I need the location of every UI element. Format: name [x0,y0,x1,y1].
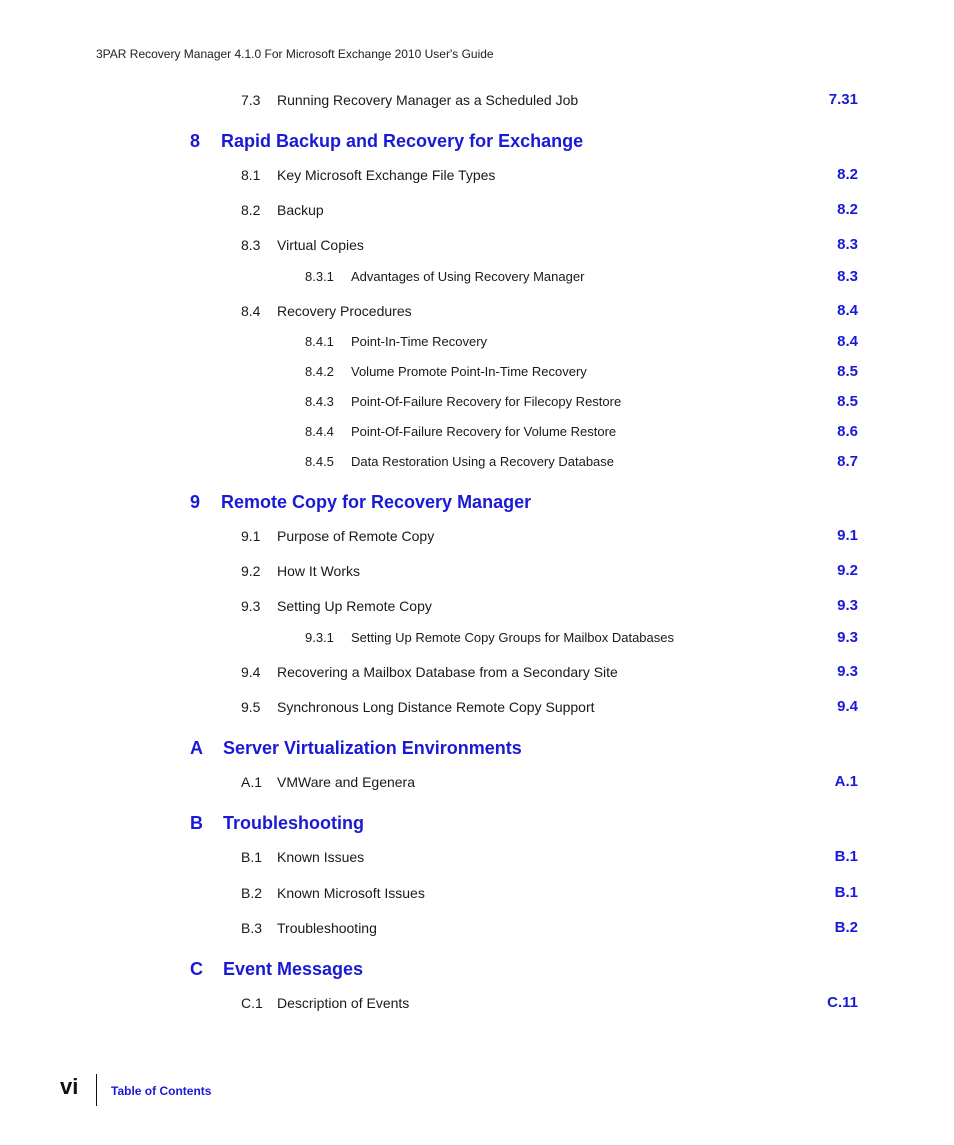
toc-chapter-entry[interactable] [0,737,954,759]
toc-entry[interactable] [0,199,954,221]
toc-entry[interactable] [0,846,954,868]
entry-number: 8.4.5 [305,454,334,469]
entry-title: Volume Promote Point-In-Time Recovery [351,364,587,379]
entry-page: 8.7 [837,453,858,470]
toc-chapter-entry[interactable] [0,958,954,980]
entry-title: Remote Copy for Recovery Manager [221,492,532,512]
entry-number: B.3 [241,920,263,936]
entry-number: 7.3 [241,92,261,108]
entry-number: 8 [190,131,201,151]
toc-entry[interactable] [0,89,954,111]
entry-number: B [190,813,203,833]
toc-entry[interactable] [0,771,954,793]
entry-title: Recovering a Mailbox Database from a Secondary Site [277,664,618,680]
page-number: vi [60,1074,79,1099]
entry-number: A [190,738,203,758]
entry-number: 9.5 [241,699,261,715]
toc-chapter-entry[interactable] [0,491,954,513]
footer-divider [96,1074,97,1106]
entry-title: Event Messages [223,959,364,979]
entry-title: Backup [277,202,324,218]
entry-page: 9.4 [837,698,858,715]
entry-number: 8.4.3 [305,394,334,409]
entry-number: C [190,959,203,979]
entry-number: 8.3 [241,237,261,253]
toc-entry[interactable] [0,525,954,547]
toc-chapter-entry[interactable] [0,812,954,834]
entry-page: 8.2 [837,166,858,183]
entry-title: Setting Up Remote Copy [277,598,432,614]
toc-entry[interactable] [0,266,954,288]
toc-entry[interactable] [0,882,954,904]
toc-entry[interactable] [0,917,954,939]
entry-page: B.2 [834,919,858,936]
entry-title: Synchronous Long Distance Remote Copy Support [277,699,595,715]
entry-page: 8.2 [837,201,858,218]
toc-entry[interactable] [0,451,954,473]
entry-title: Purpose of Remote Copy [277,528,435,544]
entry-number: A.1 [241,774,263,790]
entry-number: C.1 [241,995,263,1011]
toc-entry[interactable] [0,391,954,413]
running-header: 3PAR Recovery Manager 4.1.0 For Microsoft Exchange 2010 User's Guide [96,47,494,61]
toc-entry[interactable] [0,164,954,186]
entry-page: C.11 [827,994,858,1011]
entry-title: Point-Of-Failure Recovery for Filecopy Restore [351,394,622,409]
entry-page: 8.3 [837,236,858,253]
entry-page: B.1 [834,848,858,865]
toc-entry[interactable] [0,696,954,718]
toc-entry[interactable] [0,300,954,322]
entry-title: Point-Of-Failure Recovery for Volume Restore [351,424,617,439]
entry-title: Data Restoration Using a Recovery Database [351,454,615,469]
entry-number: 9.3.1 [305,630,334,645]
entry-number: 8.2 [241,202,261,218]
entry-title: Known Microsoft Issues [277,885,425,901]
toc-entry[interactable] [0,661,954,683]
entry-number: 8.4.4 [305,424,334,439]
toc-entry[interactable] [0,627,954,649]
entry-title: Setting Up Remote Copy Groups for Mailbox Databases [351,630,674,645]
entry-page: 9.3 [837,629,858,646]
entry-page: 8.4 [837,302,858,319]
entry-title: Known Issues [277,849,365,865]
entry-number: 8.4.2 [305,364,334,379]
entry-page: 7.31 [828,91,858,108]
entry-page: A.1 [834,773,858,790]
entry-page: B.1 [834,884,858,901]
entry-page: 9.3 [837,663,858,680]
footer-section-label: Table of Contents [111,1084,212,1098]
entry-title: Rapid Backup and Recovery for Exchange [221,131,584,151]
entry-title: Troubleshooting [277,920,377,936]
entry-title: How It Works [277,563,360,579]
entry-page: 8.5 [837,363,858,380]
entry-title: Server Virtualization Environments [223,738,522,758]
toc-entry[interactable] [0,560,954,582]
toc-entry[interactable] [0,361,954,383]
entry-number: 8.4.1 [305,334,334,349]
entry-number: 9.1 [241,528,261,544]
entry-number: 9.2 [241,563,261,579]
entry-number: B.2 [241,885,263,901]
entry-page: 9.1 [837,527,858,544]
entry-number: 8.3.1 [305,269,334,284]
entry-page: 8.4 [837,333,858,350]
toc-entry[interactable] [0,331,954,353]
toc-entry[interactable] [0,234,954,256]
entry-page: 8.3 [837,268,858,285]
entry-page: 9.2 [837,562,858,579]
entry-number: 9.3 [241,598,261,614]
entry-number: B.1 [241,849,263,865]
entry-number: 9.4 [241,664,261,680]
entry-title: Point-In-Time Recovery [351,334,488,349]
entry-title: Key Microsoft Exchange File Types [277,167,496,183]
entry-page: 8.5 [837,393,858,410]
entry-title: Recovery Procedures [277,303,412,319]
toc-entry[interactable] [0,421,954,443]
entry-title: Troubleshooting [223,813,364,833]
toc-entry[interactable] [0,595,954,617]
entry-title: VMWare and Egenera [277,774,415,790]
entry-title: Advantages of Using Recovery Manager [351,269,585,284]
toc-chapter-entry[interactable] [0,130,954,152]
entry-title: Description of Events [277,995,410,1011]
entry-title: Virtual Copies [277,237,364,253]
entry-page: 8.6 [837,423,858,440]
entry-number: 8.1 [241,167,261,183]
entry-title: Running Recovery Manager as a Scheduled Job [277,92,579,108]
toc-entry[interactable] [0,992,954,1014]
entry-number: 8.4 [241,303,261,319]
entry-page: 9.3 [837,597,858,614]
entry-number: 9 [190,492,201,512]
